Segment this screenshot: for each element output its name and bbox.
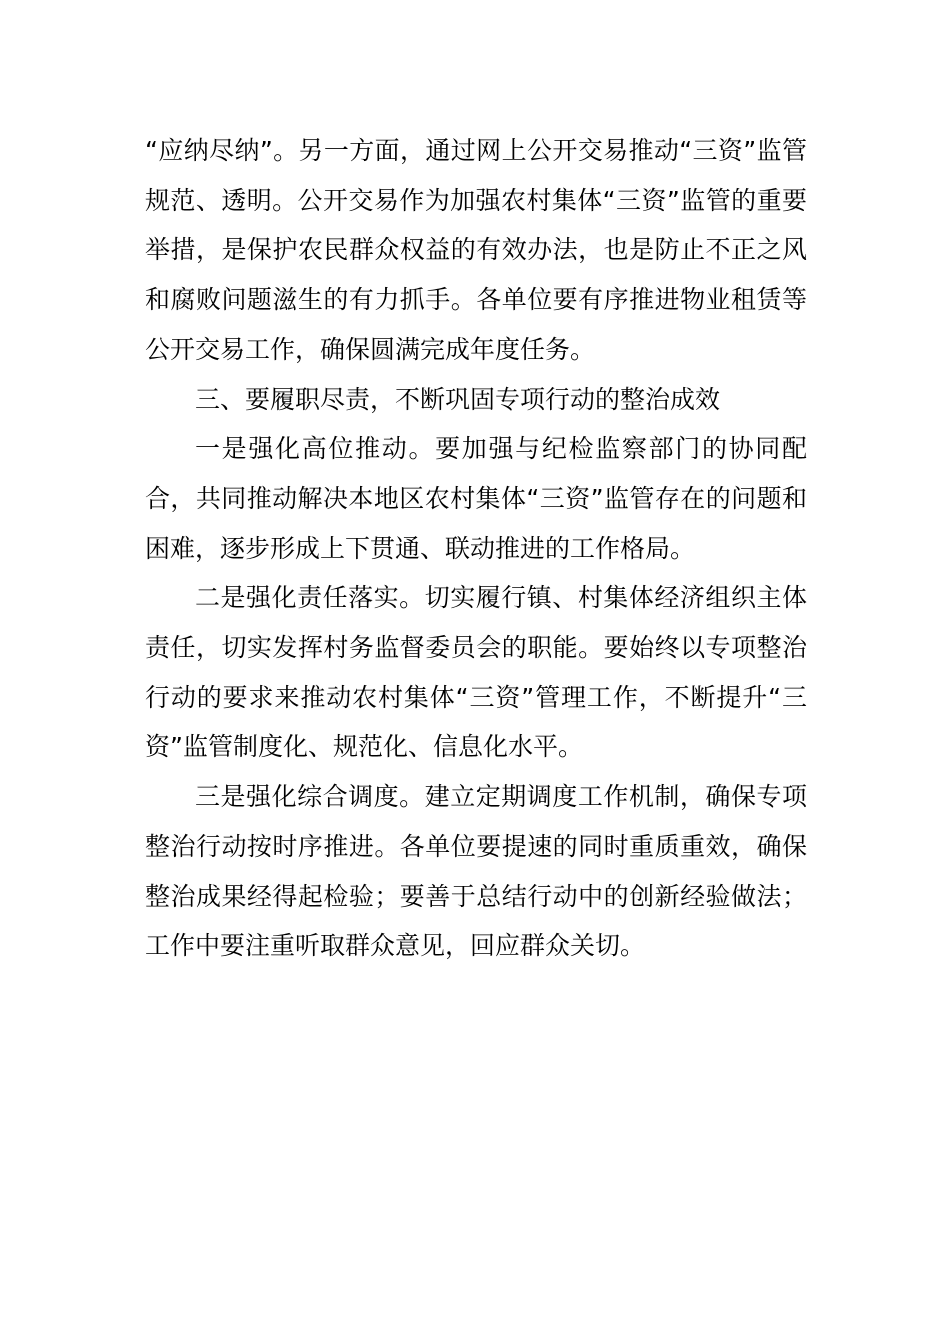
paragraph-continuation: “应纳尽纳”。另一方面，通过网上公开交易推动“三资”监管规范、透明。公开交易作为加强农村集体“三资”监管的重要举措，是保护农民群众权益的有效办法，也是防止不正之风和腐败问题滋生的有力抓手。各单位要有序推进物业租赁等公开交易工作，确保圆满完成年度任务。 — [145, 136, 807, 364]
paragraph-point-1: 一是强化高位推动。要加强与纪检监察部门的协同配合，共同推动解决本地区农村集体“三资”监管存在的问题和困难，逐步形成上下贯通、联动推进的工作格局。 — [145, 434, 807, 563]
paragraph-point-2: 二是强化责任落实。切实履行镇、村集体经济组织主体责任，切实发挥村务监督委员会的职能。要始终以专项整治行动的要求来推动农村集体“三资”管理工作，不断提升“三资”监管制度化、规范化、信息化水平。 — [145, 583, 807, 762]
paragraph-point-3: 三是强化综合调度。建立定期调度工作机制，确保专项整治行动按时序推进。各单位要提速的同时重质重效，确保整治成果经得起检验；要善于总结行动中的创新经验做法；工作中要注重听取群众意见，回应群众关切。 — [145, 782, 807, 961]
document-body — [145, 126, 807, 971]
section-heading-3: 三、要履职尽责，不断巩固专项行动的整治成效 — [195, 384, 721, 414]
